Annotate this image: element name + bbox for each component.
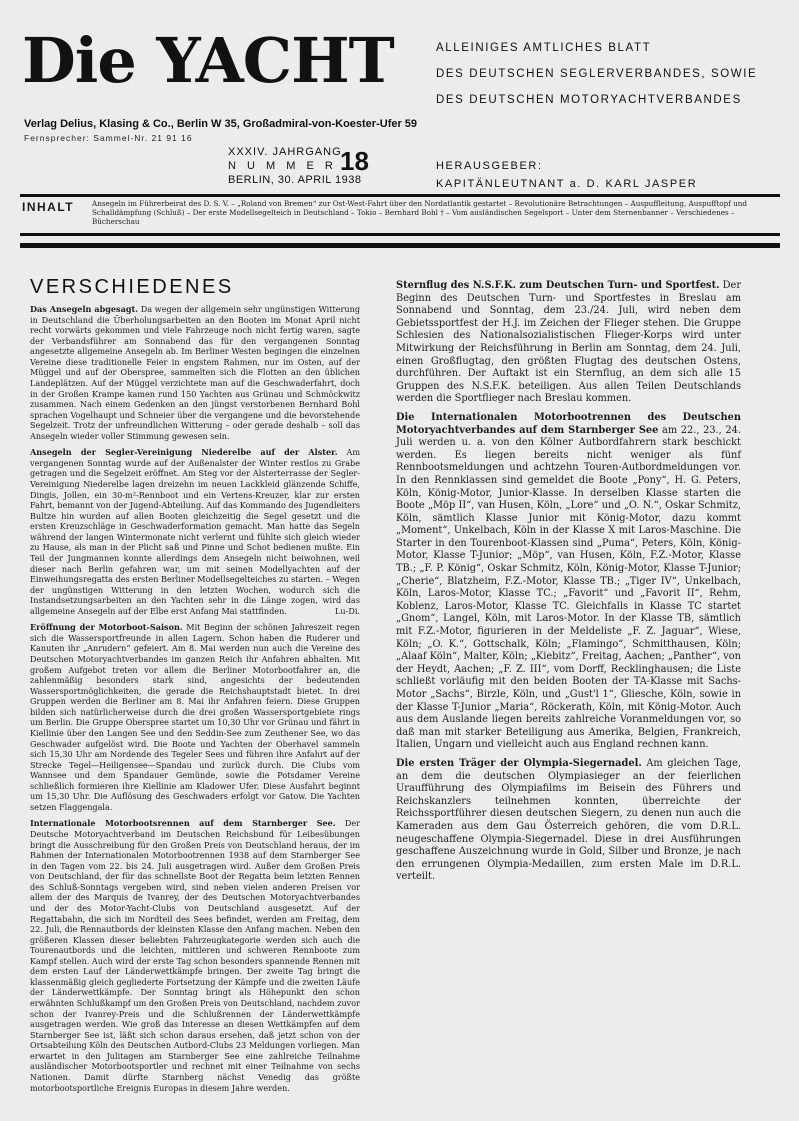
issue-number: 18 [340, 146, 369, 176]
article [396, 412, 741, 752]
article-body: Mit Beginn der schönen Jahreszeit regen sich die Wassersportfreunde in allen Lagern. Schon haben die Ruderer und Kanuten ihr „Anrudern“ gefeiert. Am 8. Mai werden nun auch die Vereine des Deutschen Motoryachtverbandes im ganzen Reich ihr Anfahren abhalten. Mit großem Aufgebot treten vor allem die Berliner Motorbootfahrer an, die zahlenmäßig besonders stark sind, angesichts der bedeutenden Wassersportmöglichkeiten, die gerade die Reichshauptstadt bietet. In drei Gruppen werden die Berliner am 8. Mai ihr Anfahren feiern. Diese Gruppen bilden sich natürlicherweise durch die drei großen Wassersportgebiete rings um Berlin. Die Gruppe Oberspree startet um 10,30 Uhr vor Grünau und fährt in Kiellinie über den Langen See und den Seddin-See zum Zeuthener See, wo das Geschwader aufgelöst wird. Die Boote und Yachten der Oberhavel sammeln sich 15,30 Uhr am Nordende des Tegeler Sees und führen ihre Anfahrt auf der Strecke Tegel—Heiligensee—Spandau und zurück durch. Die Clubs vom Wannsee und dem Spandauer Gemünde, sowie die Potsdamer Vereine schließlich formieren ihre Kiellinie am Kladower Ufer. Diese Ausfahrt beginnt um 15,30 Uhr. Die Auflösung des Geschwaders erfolgt vor Gatow. Die Yachten setzen Flaggengala. [30, 622, 360, 812]
editor-name: KAPITÄNLEUTNANT a. D. KARL JASPER [436, 178, 698, 190]
article-body: am 22., 23., 24. Juli werden u. a. von den Kölner Autbordfahrern stark beschickt werden. Es liegen bereits nicht weniger als fünf Rennbootsmeldungen und achtzehn Touren-Autbordmeldungen vor. In den Rennklassen sind gemeldet die Boote „Pony“, H. G. Peters, Köln, König-Motor, Junior-Klasse. In derselben Klasse starten die Boote „Möp II“, van Husen, Köln, „Lore“ und „O. N.“, Oskar Schmitz, Köln, sämtlich Klasse Junior mit König-Motor, dazu kommt „Moment“, Unkelbach, Köln in der Klasse X mit Laros-Maschine. Die Starter in den Tourenboot-Klassen sind „Puma“, Peters, Köln, König-Motor, Klasse T-Junior; „Möp“, van Husen, Köln, F.Z.-Motor, Klasse TB.; „F. P. König“, Oskar Schmitz, Köln, König-Motor, Klasse T-Junior; „Cherie“, Blatzheim, F.Z.-Motor, Klasse TB.; „Tiger IV“, Unkelbach, Köln, Laros-Motor, Klasse TC.; „Favorit“ und „Favorit II“, Rehm, Koblenz, Laros-Motor, Klasse TC. Gleichfalls in Klasse TC startet „Gnom“, Langel, Köln, mit Laros-Motor. In der Klasse TB, sämtlich mit F.Z.-Motor, figurieren in der Meldeliste „F. Z. Jaguar“, Wiese, Köln; „O. K.“, Gottschalk, Köln; „Flamingo“, Schmitthausen, Köln; „Alaaf Köln“, Malter, Köln; „Kiebitz“, Freitag, Aachen; „Panther“, von der Heydt, Aachen; „F. Z. III“, vom Dorff, Recklinghausen; die Liste schließt vorläufig mit den beiden Booten der TA-Klasse mit Sachs-Motor „Sachs“, Birzle, Köln, und „Gust'l 1“, Gliesche, Köln, sowie in der Klasse T-Junior „Maria“, Röckerath, Köln, mit König-Motor. Auch aus dem Auslande liegen bereits zahlreiche Voranmeldungen vor, so daß man mit starker Beteiligung aus Amerika, Belgien, Frankreich, Italien, Ungarn und vielleicht auch aus England rechnen kann. [396, 424, 741, 751]
section-title: VERSCHIEDENES [30, 276, 234, 298]
issue-date: BERLIN, 30. APRIL 1938 [228, 174, 362, 186]
article [30, 622, 360, 812]
article-body: Am vergangenen Sonntag wurde auf der Außenalster der Winter restlos zu Grabe getragen und die Segelzeit eröffnet. Am Steg vor der Alsterterrasse der Segler-Vereinigung Niederelbe lagen dreizehn im neuen Lackkleid glänzende Schiffe, Dingis, Jollen, ein 30-m²-Rennboot und ein Vertens-Kreuzer, klar zur ersten Fahrt, bemannt von der Jugend-Abteilung. Auf das Kommando des Jugendleiters Bultze hin wurden auf allen Booten gleichzeitig die Segel gesetzt und die ersten Kreuzschläge in Geschwaderformation gemacht. Man hatte das Segeln während der langen Wintermonate nicht verlernt und fühlte sich gleich wieder zu Hause, als man in der Plicht saß und Pinne und Schot bedienen mußte. Ein Teil der Jungmannen konnte allerdings dem Ansegeln nicht beiwohnen, weil dieser nach Berlin gefahren war, um mit seinen Modellyachten auf der Einweihungsregatta des ersten Berliner Modellsegelteiches zu starten. – Wegen der ungünstigen Witterung in den letzten Wochen, wodurch sich die Instandsetzungsarbeiten an den Yachten sehr in die Länge zogen, wird das allgemeine Ansegeln auf der Elbe erst Anfang Mai stattfinden. [30, 447, 360, 616]
rule-top [20, 194, 780, 197]
article-body: Da wegen der allgemein sehr ungünstigen Witterung in Deutschland die Überholungsarbeiten an den Booten im Monat April nicht recht vorwärts gekommen und viele Fahrzeuge noch nicht fertig waren, sagte der Verbandsführer am Sonnabend das für den vergangenen Sonntag angesetzte allgemeine Ansegeln ab. Im Berliner Westen begingen die einzelnen Vereine diese traditionelle Feier in engstem Rahmen, nur im Osten, auf der Müggel und auf der Oberspree, sammelten sich die Flotten an den üblichen Landeplätzen. Auf der Müggel verzichtete man auf die Geschwaderfahrt, doch in der Großen Krampe kamen rund 150 Yachten aus Grünau und Schmöckwitz zusammen. Nach einem Gedenken an den jüngst verstorbenen Bernhard Bohl sprachen Vogelhaupt und Schneier über die vergangene und die bevorstehende Segelzeit. Trotz der unfreundlichen Witterung – oder gerade deshalb – soll das Ansegeln wieder voller Stimmung gewesen sein. [30, 304, 361, 441]
article-heading: Internationale Motorbootsrennen auf dem Starnberger See. [30, 818, 336, 829]
number-label: N U M M E R [228, 160, 337, 172]
article-body: Der Deutsche Motoryachtverband im Deutschen Reichsbund für Leibesübungen bringt die Ausschreibung für den Großen Preis von Deutschland heraus, der im Rahmen der Internationalen Motorbootrennen 1938 auf dem Starnberger See in den Tagen vom 22. bis 24. Juli ausgetragen wird. Außer dem Großen Preis von Deutschland, der für das schnellste Boot der Regatta beim letzten Rennen des Schluß-Sonntags vergeben wird, sind neben vielen anderen Preisen vor allem der des Marquis de Ivanrey, der des Deutschen Motoryachtverbandes und der des Motor-Yacht-Clubs von Deutschland ausgesetzt. Auf der Regattabahn, die sich im Nordteil des Sees befindet, werden am Freitag, dem 22. Juli, die Rennautbords der kleinsten Klasse den Anfang machen. Neben den größeren Klassen dieser beliebten Fahrzeugkategorie werden sich auch die Tourenautbords und die leichten, mittleren und schweren Rennboote zum Kampf stellen. Auch wird der erste Tag schon besonders spannende Rennen mit dem ersten Lauf der Länderwettkämpfe bringen. Der zweite Tag bringt die klassenmäßig gleich gegliederte Fortsetzung der Kämpfe und die zweiten Läufe der Länderwettkämpfe. Der Sonntag bringt als Höhepunkt den schon erwähnten Schlußkampf um den Großen Preis von Deutschland, nachdem zuvor schon der Ivanrey-Preis und die Schlußrennen der Länderwettkämpfe ausgetragen werden. Wie groß das Interesse an diesen Wettkämpfen auf dem Starnberger See ist, läßt sich schon daraus ersehen, daß jetzt schon von der Ortsabteilung Köln des Deutschen Autbord-Clubs 23 Meldungen vorliegen. Man erwartet in den Julitagen am Starnberger See eine zahlreiche Teilnahme ausländischer Motorbootsportler und rechnet mit einer Teilnahme von sechs Nationen. Damit dürfte Starnberg nächst Venedig das größte motorbootsportliche Ereignis Europas in diesem Jahre werden. [30, 818, 360, 1093]
tagline-line-2: DES DEUTSCHEN SEGLERVERBANDES, SOWIE [436, 68, 758, 80]
article-signature: Lu-Di. [335, 605, 360, 616]
article [30, 818, 360, 1093]
tagline-line-1: ALLEINIGES AMTLICHES BLATT [436, 42, 652, 54]
article [30, 304, 360, 441]
article-body: Am gleichen Tage, an dem die deutschen Olympiasieger an der feierlichen Uraufführung des Olympiafilms im Beisein des Führers und Reichskanzlers teilnehmen konnten, überreichte der Reichssportführer diesen deutschen Siegern, zu denen nun auch die Kameraden aus dem Gau Österreich gehören, die vom D.R.L. neugeschaffene Olympia-Siegernadel. Diese in drei Ausführungen geschaffene Auszeichnung wurde in Gold, Silber und Bronze, je nach den errungenen Olympia-Medaillen, zum ersten Male im D.R.L. verteilt. [396, 757, 741, 883]
publisher-address: Verlag Delius, Klasing & Co., Berlin W 35, Großadmiral-von-Koester-Ufer 59 [24, 118, 418, 130]
article-heading: Ansegeln der Segler-Vereinigung Niederelbe auf der Alster. [30, 447, 338, 458]
article-heading: Die ersten Träger der Olympia-Siegernadel. [396, 757, 642, 769]
column-right [396, 280, 741, 890]
volume-line: XXXIV. JAHRGANG [228, 146, 342, 158]
article [396, 758, 741, 884]
article-heading: Das Ansegeln abgesagt. [30, 304, 139, 314]
article-heading: Sternflug des N.S.F.K. zum Deutschen Turn- und Sportfest. [396, 280, 720, 291]
article-heading: Die Internationalen Motorbootrennen des Deutschen Motoryachtverbandes auf dem Starnberger See [396, 411, 741, 436]
phone-number: Fernsprecher: Sammel-Nr. 21 91 16 [24, 133, 193, 143]
contents-text: Ansegeln im Führerbeirat des D. S. V. – „Roland von Bremen“ zur Ost-West-Fahrt über den Nordatlantik gestartet – Revolutionäre Betrachtungen – Auspuffleitung, Auspufftopf und Schalldämpfung (Schluß) – Der erste Modellsegelteich in Deutschland – Tokio – Bernhard Bohl † – Vom ausländischen Segelsport – Unter dem Sternenbanner – Verschiedenes – Bücherschau [92, 199, 748, 226]
rule-bottom [20, 243, 780, 248]
column-left [30, 304, 360, 1099]
tagline-line-3: DES DEUTSCHEN MOTORYACHTVERBANDES [436, 94, 742, 106]
article [396, 280, 741, 406]
rule-middle [20, 233, 780, 236]
article-heading: Eröffnung der Motorboot-Saison. [30, 622, 183, 633]
masthead-title: Die YACHT [22, 24, 394, 97]
contents-label: INHALT [22, 200, 75, 214]
article [30, 447, 360, 616]
article-body: Der Beginn des Deutschen Turn- und Sportfestes in Breslau am Sonnabend und Sonntag, dem 23./24. Juli, wird neben dem Gebietssportfest der H.J. im Zeichen der Flieger stehen. Die Gruppe Schlesien des Nationalsozialistischen Flieger-Korps wird unter Mitwirkung der Reichsführung in Berlin am Sonntag, dem 24. Juli, einen Großflugtag, den größten Flugtag des deutschen Ostens, durchführen. Der Auftakt ist ein Sternflug, an dem sich alle 15 Gruppen des N.S.F.K. beteiligen. Aus allen Teilen Deutschlands werden die Sportflieger nach Breslau kommen. [396, 280, 742, 405]
editor-label: HERAUSGEBER: [436, 160, 543, 172]
